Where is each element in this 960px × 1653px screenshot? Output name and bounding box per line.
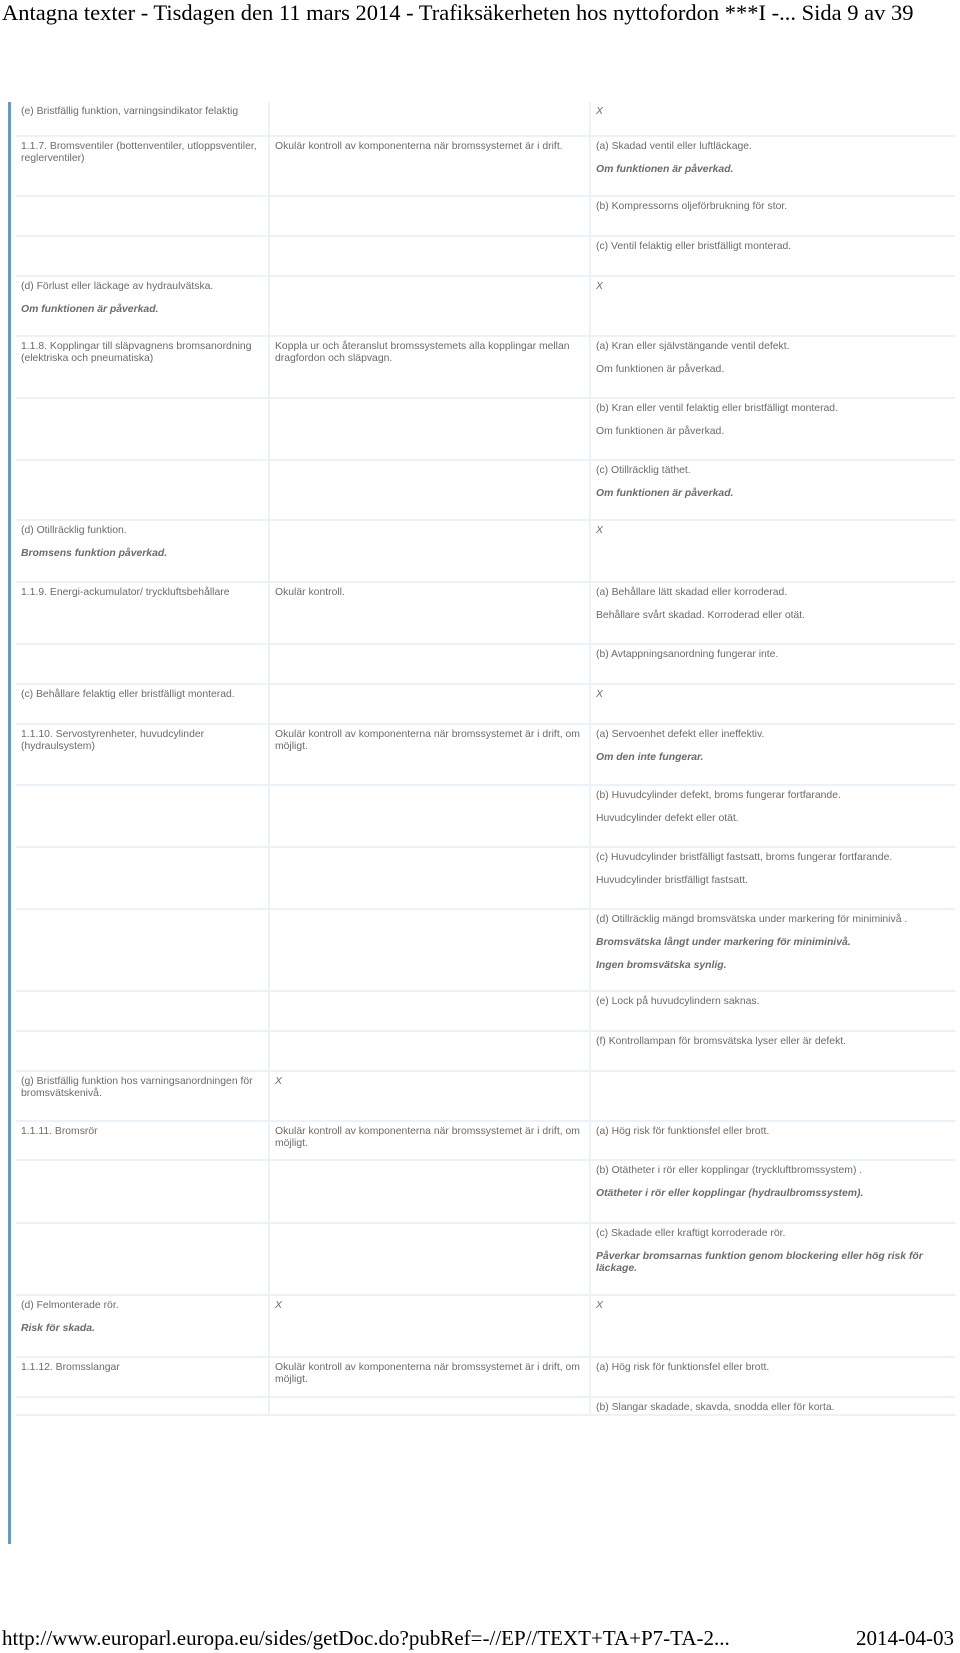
cell-text: Okulär kontroll av komponenterna när bromssystemet är i drift. [275, 141, 563, 152]
table-row [16, 991, 955, 1031]
cell-text: Bromsens funktion påverkad. [21, 548, 168, 559]
inspection-table-body [16, 102, 955, 1415]
cell-text: Om funktionen är påverkad. [596, 364, 725, 375]
item-cell [16, 1031, 269, 1071]
defect-cell [590, 398, 955, 460]
page-footer [2, 1625, 954, 1651]
method-cell [269, 1223, 590, 1295]
cell-text: 1.1.10. Servostyrenheter, huvudcylinder (hydraulsystem) [21, 729, 205, 752]
cell-text: (a) Servoenhet defekt eller ineffektiv. [596, 729, 765, 740]
defect-cell [590, 582, 955, 644]
defect-cell [590, 785, 955, 847]
cell-text: Om funktionen är påverkad. [596, 426, 725, 437]
table-row [16, 460, 955, 520]
cell-text: (e) Lock på huvudcylindern saknas. [596, 996, 760, 1007]
item-cell [16, 236, 269, 276]
item-cell [16, 276, 269, 336]
item-cell [16, 847, 269, 909]
table-row [16, 102, 955, 136]
item-cell [16, 460, 269, 520]
method-cell [269, 398, 590, 460]
cell-text: (a) Kran eller självstängande ventil defekt. [596, 341, 790, 352]
defect-cell [590, 336, 955, 398]
defect-cell [590, 1295, 955, 1357]
method-cell [269, 1121, 590, 1160]
defect-cell [590, 460, 955, 520]
x-mark: X [275, 1300, 282, 1311]
table-row [16, 785, 955, 847]
cell-text: Om funktionen är påverkad. [596, 488, 734, 499]
cell-text: 1.1.7. Bromsventiler (bottenventiler, utloppsventiler, reglerventiler) [21, 141, 257, 164]
cell-text: (d) Felmonterade rör. [21, 1300, 119, 1311]
method-cell [269, 460, 590, 520]
table-row [16, 336, 955, 398]
item-cell [16, 644, 269, 684]
cell-text: Okulär kontroll av komponenterna när bromssystemet är i drift, om möjligt. [275, 1362, 580, 1385]
method-cell [269, 196, 590, 236]
cell-text: Ingen bromsvätska synlig. [596, 960, 727, 971]
cell-text: Huvudcylinder defekt eller otät. [596, 813, 739, 824]
table-row [16, 1071, 955, 1121]
item-cell [16, 724, 269, 785]
cell-text: (f) Kontrollampan för bromsvätska lyser eller är defekt. [596, 1036, 847, 1047]
item-cell [16, 1121, 269, 1160]
defect-cell [590, 1223, 955, 1295]
defect-cell [590, 847, 955, 909]
item-cell [16, 336, 269, 398]
x-mark: X [596, 281, 603, 292]
item-cell [16, 520, 269, 582]
cell-text: 1.1.11. Bromsrör [21, 1126, 98, 1137]
item-cell [16, 909, 269, 991]
cell-text: (d) Otillräcklig funktion. [21, 525, 127, 536]
method-cell [269, 336, 590, 398]
cell-text: 1.1.12. Bromsslangar [21, 1362, 120, 1373]
cell-text: Koppla ur och återanslut bromssystemets alla kopplingar mellan dragfordon och släpvagn. [275, 341, 570, 364]
defect-cell [590, 1357, 955, 1397]
method-cell [269, 644, 590, 684]
method-cell [269, 1357, 590, 1397]
defect-cell [590, 136, 955, 196]
cell-text: (c) Skadade eller kraftigt korroderade rör. [596, 1228, 786, 1239]
table-row [16, 1160, 955, 1223]
item-cell [16, 102, 269, 136]
defect-cell [590, 236, 955, 276]
table-row [16, 847, 955, 909]
defect-cell [590, 644, 955, 684]
table-row [16, 276, 955, 336]
item-cell [16, 785, 269, 847]
cell-text: (a) Hög risk för funktionsfel eller brott. [596, 1126, 770, 1137]
left-accent-bar [8, 102, 11, 1544]
table-row [16, 724, 955, 785]
table-row [16, 1295, 955, 1357]
method-cell [269, 1071, 590, 1121]
cell-text: (e) Bristfällig funktion, varningsindikator felaktig [21, 106, 239, 117]
cell-text: 1.1.8. Kopplingar till släpvagnens bromsanordning (elektriska och pneumatiska) [21, 341, 252, 364]
cell-text: (d) Otillräcklig mängd bromsvätska under markering för miniminivå . [596, 914, 908, 925]
method-cell [269, 991, 590, 1031]
table-row [16, 582, 955, 644]
table-row [16, 1357, 955, 1397]
cell-text: (a) Skadad ventil eller luftläckage. [596, 141, 752, 152]
method-cell [269, 276, 590, 336]
cell-text: (a) Hög risk för funktionsfel eller brott. [596, 1362, 770, 1373]
table-row [16, 1223, 955, 1295]
method-cell [269, 724, 590, 785]
defect-cell [590, 1397, 955, 1415]
cell-text: (b) Kompressorns oljeförbrukning för stor. [596, 201, 788, 212]
cell-text: (g) Bristfällig funktion hos varningsanordningen för bromsvätskenivå. [21, 1076, 253, 1099]
table-row [16, 1397, 955, 1415]
defect-cell [590, 1121, 955, 1160]
cell-text: (b) Avtappningsanordning fungerar inte. [596, 649, 779, 660]
cell-text: Om den inte fungerar. [596, 752, 704, 763]
table-row [16, 196, 955, 236]
defect-cell [590, 276, 955, 336]
defect-cell [590, 1071, 955, 1121]
item-cell [16, 1397, 269, 1415]
method-cell [269, 1031, 590, 1071]
method-cell [269, 236, 590, 276]
x-mark: X [596, 689, 603, 700]
item-cell [16, 1357, 269, 1397]
cell-text: (b) Huvudcylinder defekt, broms fungerar fortfarande. [596, 790, 841, 801]
item-cell [16, 398, 269, 460]
method-cell [269, 684, 590, 724]
cell-text: (a) Behållare lätt skadad eller korroderad. [596, 587, 788, 598]
cell-text: (c) Ventil felaktig eller bristfälligt monterad. [596, 241, 792, 252]
cell-text: Påverkar bromsarnas funktion genom blockering eller hög risk för läckage. [596, 1251, 923, 1274]
cell-text: (c) Huvudcylinder bristfälligt fastsatt, broms fungerar fortfarande. [596, 852, 893, 863]
method-cell [269, 1397, 590, 1415]
x-mark: X [275, 1076, 282, 1087]
x-mark: X [596, 1300, 603, 1311]
cell-text: Huvudcylinder bristfälligt fastsatt. [596, 875, 748, 886]
method-cell [269, 1160, 590, 1223]
defect-cell [590, 1031, 955, 1071]
defect-cell [590, 684, 955, 724]
defect-cell [590, 724, 955, 785]
item-cell [16, 991, 269, 1031]
defect-cell [590, 909, 955, 991]
table-row [16, 136, 955, 196]
item-cell [16, 1295, 269, 1357]
method-cell [269, 582, 590, 644]
cell-text: (b) Slangar skadade, skavda, snodda eller för korta. [596, 1402, 835, 1413]
table-row [16, 1031, 955, 1071]
x-mark: X [596, 106, 603, 117]
cell-text: Okulär kontroll. [275, 587, 345, 598]
cell-text: (c) Otillräcklig täthet. [596, 465, 691, 476]
page-header-title: Antagna texter - Tisdagen den 11 mars 2014 - Trafiksäkerheten hos nyttofordon ***I -... Sida 9 av 39 [2, 0, 914, 25]
defect-cell [590, 991, 955, 1031]
method-cell [269, 136, 590, 196]
cell-text: Om funktionen är påverkad. [596, 164, 734, 175]
method-cell [269, 909, 590, 991]
x-mark: X [596, 525, 603, 536]
cell-text: (c) Behållare felaktig eller bristfälligt monterad. [21, 689, 235, 700]
item-cell [16, 196, 269, 236]
defect-cell [590, 196, 955, 236]
table-row [16, 644, 955, 684]
item-cell [16, 684, 269, 724]
cell-text: (d) Förlust eller läckage av hydraulvätska. [21, 281, 214, 292]
table-row [16, 398, 955, 460]
footer-url[interactable]: http://www.europarl.europa.eu/sides/getDoc.do?pubRef=-//EP//TEXT+TA+P7-TA-2... [2, 1626, 730, 1650]
table-row [16, 684, 955, 724]
method-cell [269, 102, 590, 136]
defect-cell [590, 1160, 955, 1223]
method-cell [269, 847, 590, 909]
cell-text: (b) Kran eller ventil felaktig eller bristfälligt monterad. [596, 403, 838, 414]
cell-text: Behållare svårt skadad. Korroderad eller otät. [596, 610, 806, 621]
cell-text: Okulär kontroll av komponenterna när bromssystemet är i drift, om möjligt. [275, 1126, 580, 1149]
item-cell [16, 136, 269, 196]
cell-text: 1.1.9. Energi-ackumulator/ tryckluftsbehållare [21, 587, 230, 598]
cell-text: (b) Otätheter i rör eller kopplingar (tryckluftbromssystem) . [596, 1165, 863, 1176]
table-row [16, 1121, 955, 1160]
inspection-table [16, 102, 955, 1416]
defect-cell [590, 102, 955, 136]
cell-text: Otätheter i rör eller kopplingar (hydraulbromssystem). [596, 1188, 864, 1199]
footer-date: 2014-04-03 [856, 1626, 954, 1650]
item-cell [16, 582, 269, 644]
cell-text: Risk för skada. [21, 1323, 95, 1334]
cell-text: Okulär kontroll av komponenterna när bromssystemet är i drift, om möjligt. [275, 729, 580, 752]
table-row [16, 236, 955, 276]
item-cell [16, 1223, 269, 1295]
cell-text: Om funktionen är påverkad. [21, 304, 159, 315]
table-row [16, 909, 955, 991]
table-row [16, 520, 955, 582]
cell-text: Bromsvätska långt under markering för miniminivå. [596, 937, 851, 948]
method-cell [269, 1295, 590, 1357]
item-cell [16, 1071, 269, 1121]
item-cell [16, 1160, 269, 1223]
method-cell [269, 520, 590, 582]
defect-cell [590, 520, 955, 582]
method-cell [269, 785, 590, 847]
